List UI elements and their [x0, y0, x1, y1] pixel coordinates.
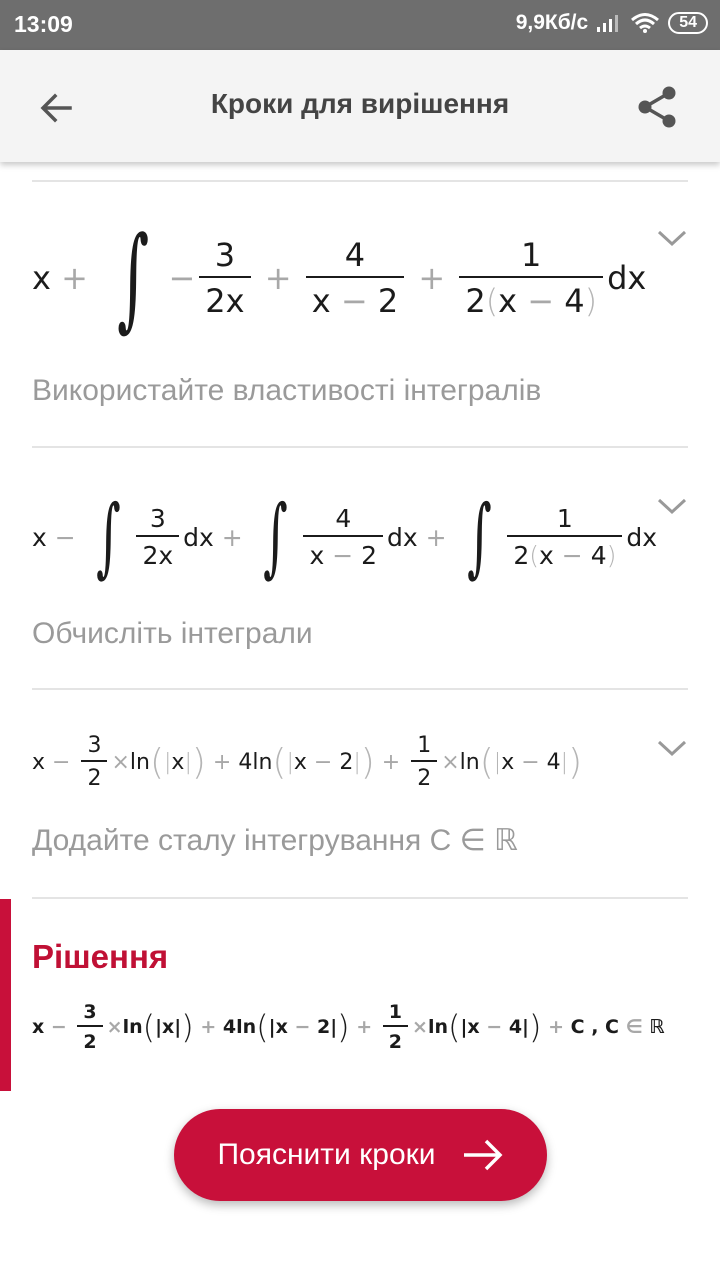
- expand-chevron-icon[interactable]: [654, 220, 690, 256]
- solution-expression: [32, 996, 688, 1058]
- status-right: [516, 11, 708, 35]
- solution-math: x − $\frac{3}{2}$ × ln ( |x| ) + 4ln ( |x − 2| ) + $\frac{1}{2}$ × ln ( |x − 4| ) + C , C ∈ ℝ: [32, 1001, 665, 1053]
- divider: [32, 688, 688, 690]
- step-3[interactable]: [32, 724, 688, 800]
- status-bar: [0, 0, 720, 50]
- explain-steps-label: Пояснити кроки: [217, 1138, 436, 1171]
- share-button[interactable]: [632, 82, 682, 132]
- battery-indicator: 54: [668, 12, 708, 34]
- explain-steps-button[interactable]: [174, 1109, 547, 1201]
- divider: [32, 446, 688, 448]
- step-3-expression: x − $\frac{3}{2}$ × ln ( | x | ) + 4ln ( | x − 2 | ) + $\frac{1}{2}$ × ln ( | x − 4 | ): [32, 733, 583, 791]
- status-time: 13:09: [14, 11, 73, 37]
- step-1[interactable]: [32, 208, 688, 348]
- solution-title: Рішення: [32, 938, 169, 975]
- divider: [32, 180, 688, 182]
- step-2-expression: x − ∫ $\frac{3}{2x}$ dx + ∫ $\frac{4}{x - 2}$ dx + ∫ $\frac{1}{2(x - 4)}$ dx: [32, 487, 658, 587]
- step-1-hint: Використайте властивості інтегралів: [32, 374, 542, 407]
- app-bar: [0, 50, 720, 162]
- expand-chevron-icon[interactable]: [654, 730, 690, 766]
- step-3-hint: Додайте сталу інтегрування C ∈ ℝ: [32, 824, 518, 857]
- page-title: Кроки для вирішення: [210, 88, 510, 119]
- share-icon: [637, 85, 677, 129]
- step-1-expression: x + ∫ − $\frac{3}{2x}$ + $\frac{4}{x - 2}$ + $\frac{1}{2(x - 4)}$ dx: [32, 213, 647, 343]
- arrow-forward-icon: [462, 1137, 504, 1173]
- wifi-icon: [630, 12, 660, 34]
- divider: [32, 897, 688, 899]
- step-2[interactable]: [32, 482, 688, 592]
- network-speed: 9,9Кб/с: [515, 11, 589, 34]
- expand-chevron-icon[interactable]: [654, 488, 690, 524]
- step-2-hint: Обчисліть інтеграли: [32, 617, 313, 650]
- signal-icon: [596, 13, 622, 33]
- solution-accent-bar: [0, 899, 11, 1091]
